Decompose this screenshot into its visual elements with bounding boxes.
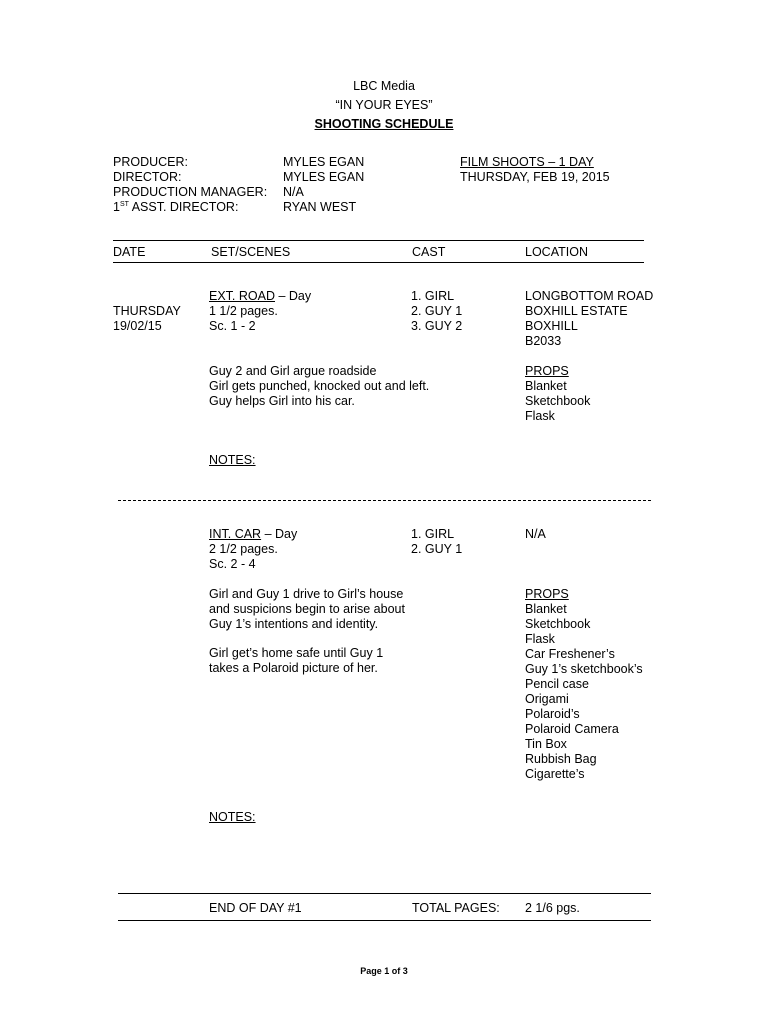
props-heading: PROPS bbox=[525, 587, 569, 601]
production-manager-label: PRODUCTION MANAGER: bbox=[113, 185, 268, 199]
column-date: DATE bbox=[113, 245, 146, 259]
production-title: “IN YOUR EYES” bbox=[335, 98, 433, 112]
document-title: SHOOTING SCHEDULE bbox=[314, 117, 454, 131]
end-of-day: END OF DAY #1 bbox=[209, 901, 302, 915]
scene1-description bbox=[209, 364, 429, 409]
column-location: LOCATION bbox=[525, 245, 588, 259]
description-line: Guy 2 and Girl argue roadside bbox=[209, 364, 377, 378]
scene-separator bbox=[118, 500, 651, 501]
footer-top-rule bbox=[118, 893, 651, 894]
scene1-date-value: 19/02/15 bbox=[113, 319, 162, 333]
scene2-heading: INT. CAR – Day bbox=[209, 527, 298, 541]
scene1-props bbox=[525, 364, 590, 424]
scene1-scenes: Sc. 1 - 2 bbox=[209, 319, 256, 333]
cast-item: 1. GIRL bbox=[411, 527, 455, 541]
location-line: BOXHILL bbox=[525, 319, 578, 333]
column-set-scenes: SET/SCENES bbox=[211, 245, 291, 259]
production-manager-name: N/A bbox=[283, 185, 304, 199]
cast-item: 1. GIRL bbox=[411, 289, 455, 303]
shoot-date: THURSDAY, FEB 19, 2015 bbox=[460, 170, 610, 184]
producer-label: PRODUCER: bbox=[113, 155, 189, 169]
prop-item: Car Freshener’s bbox=[525, 647, 615, 661]
crew-labels bbox=[113, 155, 267, 215]
prop-item: Blanket bbox=[525, 602, 567, 616]
prop-item: Flask bbox=[525, 632, 555, 646]
scene2-pages: 2 1/2 pages. bbox=[209, 542, 278, 556]
cast-item: 3. GUY 2 bbox=[411, 319, 463, 333]
cast-item: 2. GUY 1 bbox=[411, 304, 463, 318]
scene2-notes-label: NOTES: bbox=[209, 810, 256, 824]
description-line: and suspicions begin to arise about bbox=[209, 602, 405, 616]
column-cast: CAST bbox=[412, 245, 446, 259]
prop-item: Cigarette’s bbox=[525, 767, 585, 781]
company-name: LBC Media bbox=[353, 79, 415, 93]
description-line: Girl get’s home safe until Guy 1 bbox=[209, 646, 384, 660]
scene2-location: N/A bbox=[525, 527, 546, 541]
prop-item: Origami bbox=[525, 692, 569, 706]
scene1-notes-label: NOTES: bbox=[209, 453, 256, 467]
shoot-info bbox=[460, 155, 610, 185]
scene1-pages: 1 1/2 pages. bbox=[209, 304, 278, 318]
header-top-rule bbox=[113, 240, 644, 241]
scene1-heading: EXT. ROAD – Day bbox=[209, 289, 312, 303]
prop-item: Sketchbook bbox=[525, 617, 591, 631]
location-line: B2033 bbox=[525, 334, 562, 348]
description-line: Guy 1’s intentions and identity. bbox=[209, 617, 379, 631]
shoot-days: FILM SHOOTS – 1 DAY bbox=[460, 155, 594, 169]
header-bottom-rule bbox=[113, 262, 644, 263]
prop-item: Blanket bbox=[525, 379, 567, 393]
location-line: LONGBOTTOM ROAD bbox=[525, 289, 654, 303]
props-heading: PROPS bbox=[525, 364, 569, 378]
prop-item: Polaroid’s bbox=[525, 707, 580, 721]
prop-item: Rubbish Bag bbox=[525, 752, 597, 766]
assistant-director-label: 1ST ASST. DIRECTOR: bbox=[113, 200, 239, 214]
scene1-location bbox=[525, 289, 653, 349]
prop-item: Polaroid Camera bbox=[525, 722, 619, 736]
description-line: Girl gets punched, knocked out and left. bbox=[209, 379, 430, 393]
total-pages-label: TOTAL PAGES: bbox=[412, 901, 500, 915]
scene2-description-2 bbox=[209, 646, 383, 676]
description-line: Girl and Guy 1 drive to Girl’s house bbox=[209, 587, 404, 601]
scene2-scenes: Sc. 2 - 4 bbox=[209, 557, 256, 571]
prop-item: Tin Box bbox=[525, 737, 567, 751]
cast-item: 2. GUY 1 bbox=[411, 542, 463, 556]
director-name: MYLES EGAN bbox=[283, 170, 365, 184]
prop-item: Sketchbook bbox=[525, 394, 591, 408]
description-line: Guy helps Girl into his car. bbox=[209, 394, 355, 408]
crew-values bbox=[283, 155, 364, 215]
location-line: BOXHILL ESTATE bbox=[525, 304, 628, 318]
page-number: Page 1 of 3 bbox=[360, 966, 408, 976]
scene1-set bbox=[209, 289, 311, 334]
scene2-set bbox=[209, 527, 297, 572]
producer-name: MYLES EGAN bbox=[283, 155, 365, 169]
scene2-description-1 bbox=[209, 587, 405, 632]
prop-item: Flask bbox=[525, 409, 555, 423]
total-pages-value: 2 1/6 pgs. bbox=[525, 901, 580, 915]
description-line: takes a Polaroid picture of her. bbox=[209, 661, 378, 675]
footer-bottom-rule bbox=[118, 920, 651, 921]
prop-item: Pencil case bbox=[525, 677, 589, 691]
scene1-date bbox=[113, 304, 181, 334]
scene2-cast bbox=[411, 527, 462, 557]
scene1-cast bbox=[411, 289, 462, 334]
director-label: DIRECTOR: bbox=[113, 170, 182, 184]
prop-item: Guy 1’s sketchbook’s bbox=[525, 662, 643, 676]
scene1-day: THURSDAY bbox=[113, 304, 181, 318]
assistant-director-name: RYAN WEST bbox=[283, 200, 357, 214]
scene2-props bbox=[525, 587, 643, 782]
